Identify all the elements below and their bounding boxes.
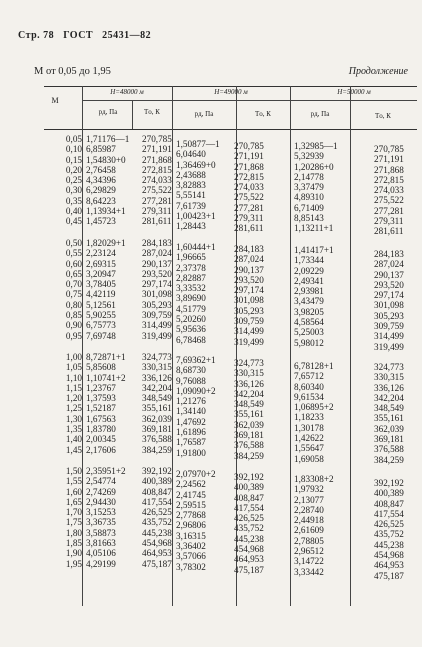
pressure-values: 7,69362+1 8,68730 9,76088 1,09090+2 1,21276 1,34140 1,47692 1,61896 1,76587 1,91800 bbox=[176, 355, 216, 458]
pressure-values: 1,83308+2 1,97932 2,13077 2,28740 2,44918 2,61609 2,78805 2,96512 3,14722 3,33442 bbox=[294, 474, 334, 577]
column-divider bbox=[290, 86, 291, 606]
temperature-values: 324,773 330,315 336,126 342,204 348,549 355,161 362,039 369,181 376,588 384,259 bbox=[374, 362, 404, 465]
mach-column-header: M bbox=[51, 96, 59, 105]
temperature-values: 392,192 400,389 408,847 417,554 426,525 435,752 445,238 454,968 464,953 475,187 bbox=[142, 466, 172, 569]
standard-label: ГОСТ bbox=[63, 30, 94, 41]
group-height-header: H=48000 м bbox=[110, 88, 144, 96]
column-divider bbox=[82, 86, 83, 606]
standard-number: 25431—82 bbox=[102, 30, 152, 41]
table-top-rule bbox=[44, 86, 417, 87]
pressure-column-header: pд, Па bbox=[310, 110, 330, 118]
temperature-column-header: Tо, К bbox=[144, 108, 160, 116]
continuation-label: Продолжение bbox=[348, 66, 408, 77]
pressure-values: 1,82029+1 2,23124 2,69315 3,20947 3,78405 4,42119 5,12561 5,90255 6,75773 7,69748 bbox=[86, 238, 126, 341]
pressure-values: 1,32985—1 5,32939 1,20286+0 2,14778 3,37479 4,89310 6,71409 8,85143 1,13211+1 bbox=[294, 141, 338, 234]
column-divider bbox=[350, 86, 351, 606]
temperature-values: 284,183 287,024 290,137 293,520 297,174 301,098 305,293 309,759 314,499 319,499 bbox=[234, 244, 264, 347]
pressure-values: 2,35951+2 2,54774 2,74269 2,94430 3,15253 3,36735 3,58873 3,81663 4,05106 4,29199 bbox=[86, 466, 126, 569]
temperature-column-header: Tо, К bbox=[255, 110, 271, 118]
temperature-values: 284,183 287,024 290,137 293,520 297,174 301,098 305,293 309,759 314,499 319,499 bbox=[142, 238, 172, 341]
pressure-column-header: pд, Па bbox=[98, 108, 118, 116]
page-number: Стр. 78 bbox=[18, 30, 55, 41]
subcolumn-divider bbox=[236, 100, 237, 129]
temperature-values: 392,192 400,389 408,847 417,554 426,525 435,752 445,238 454,968 464,953 475,187 bbox=[234, 472, 264, 575]
table-subtitle: М от 0,05 до 1,95 bbox=[34, 66, 111, 77]
temperature-values: 324,773 330,315 336,126 342,204 348,549 355,161 362,039 369,181 376,588 384,259 bbox=[234, 358, 264, 461]
pressure-values: 6,78128+1 7,65712 8,60340 9,61534 1,06895+2 1,18233 1,30178 1,42622 1,55647 1,69058 bbox=[294, 361, 334, 464]
temperature-values: 270,785 271,191 271,868 272,815 274,033 275,522 277,281 279,311 281,611 bbox=[142, 134, 172, 227]
group-height-header: H=49000 м bbox=[214, 88, 248, 96]
mach-values: 1,00 1,05 1,10 1,15 1,20 1,25 1,30 1,35 1,40 1,45 bbox=[65, 352, 82, 455]
pressure-values: 2,07970+2 2,24562 2,41745 2,59515 2,77868 2,96806 3,16315 3,36402 3,57066 3,78302 bbox=[176, 469, 216, 572]
group-height-header: H=50000 м bbox=[337, 88, 371, 96]
temperature-values: 270,785 271,191 271,868 272,815 274,033 275,522 277,281 279,311 281,611 bbox=[234, 141, 264, 234]
temperature-values: 270,785 271,191 271,868 272,815 274,033 275,522 277,281 279,311 281,611 bbox=[374, 144, 404, 237]
temperature-values: 324,773 330,315 336,126 342,204 348,549 355,161 362,039 369,181 376,588 384,259 bbox=[142, 352, 172, 455]
pressure-values: 1,60444+1 1,96665 2,37378 2,82887 3,33532 3,89690 4,51779 5,20260 5,95636 6,78468 bbox=[176, 242, 216, 345]
temperature-column-header: Tо, К bbox=[375, 112, 391, 120]
pressure-values: 8,72871+1 5,85608 1,10741+2 1,23767 1,37593 1,52187 1,67563 1,83780 2,00345 2,17606 bbox=[86, 352, 126, 455]
mach-values: 0,05 0,10 0,15 0,20 0,25 0,30 0,35 0,40 0,45 bbox=[65, 134, 82, 227]
subcolumn-divider bbox=[132, 100, 133, 129]
group-header-rule bbox=[82, 100, 417, 101]
pressure-values: 1,41417+1 1,73344 2,09229 2,49341 2,93981 3,43479 3,98205 4,58564 5,25003 5,98012 bbox=[294, 245, 334, 348]
pressure-column-header: pд, Па bbox=[194, 110, 214, 118]
temperature-values: 284,183 287,024 290,137 293,520 297,174 301,098 305,293 309,759 314,499 319,499 bbox=[374, 249, 404, 352]
pressure-values: 1,71176—1 6,85987 1,54830+0 2,76458 4,34396 6,29829 8,64223 1,13934+1 1,45723 bbox=[86, 134, 130, 227]
page-header bbox=[18, 30, 151, 41]
table-header-rule bbox=[44, 129, 417, 130]
mach-values: 0,50 0,55 0,60 0,65 0,70 0,75 0,80 0,85 0,90 0,95 bbox=[65, 238, 82, 341]
temperature-values: 392,192 400,389 408,847 417,554 426,525 435,752 445,238 454,968 464,953 475,187 bbox=[374, 478, 404, 581]
pressure-values: 1,50877—1 6,04640 1,36469+0 2,43688 3,82883 5,55141 7,61739 1,00423+1 1,28443 bbox=[176, 139, 220, 232]
mach-values: 1,50 1,55 1,60 1,65 1,70 1,75 1,80 1,85 1,90 1,95 bbox=[65, 466, 82, 569]
